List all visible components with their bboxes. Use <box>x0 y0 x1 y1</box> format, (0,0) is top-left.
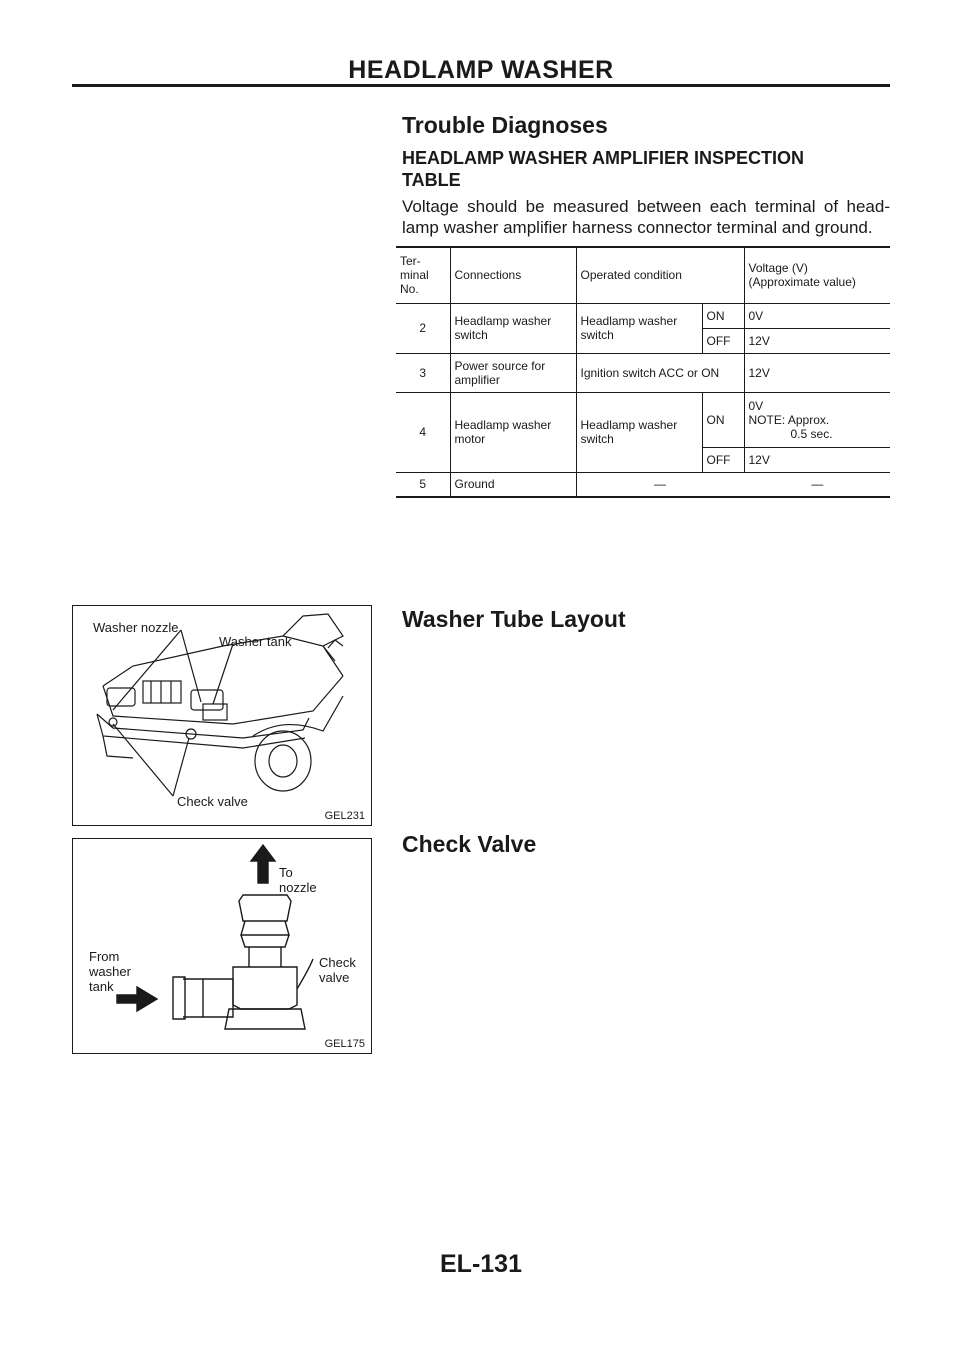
label-check-l1: Check <box>319 955 356 970</box>
operated-l1: Headlamp washer <box>580 418 678 432</box>
voltage-note-cell <box>744 392 890 447</box>
switch-state: OFF <box>702 328 744 353</box>
label-to-nozzle <box>279 865 317 895</box>
inspection-heading-line-2: TABLE <box>402 170 461 190</box>
header-terminal-no <box>396 247 450 303</box>
label-washer-nozzle: Washer nozzle <box>93 620 179 635</box>
connection-cell <box>450 303 576 353</box>
label-from-l2: washer <box>89 964 131 979</box>
connection-cell <box>450 353 576 392</box>
page-header-title: HEADLAMP WASHER <box>348 56 614 84</box>
voltage-value: 0V <box>748 398 764 413</box>
note-l1: NOTE: Approx. <box>748 412 830 427</box>
table-row <box>396 392 890 447</box>
operated-cell: — <box>576 472 744 497</box>
connection-l1: Power source for <box>454 358 546 373</box>
note-l2: 0.5 sec. <box>790 426 833 441</box>
inspection-table <box>396 246 890 498</box>
connection-cell: Ground <box>450 472 576 497</box>
terminal-no: 5 <box>396 472 450 497</box>
intro-line-2: lamp washer amplifier harness connector terminal and ground. <box>402 218 873 237</box>
operated-l1: Headlamp washer <box>580 314 678 328</box>
terminal-no: 3 <box>396 353 450 392</box>
switch-state: ON <box>702 392 744 447</box>
connection-cell <box>450 392 576 472</box>
header-voltage-l1: Voltage (V) <box>748 261 808 276</box>
table-header-row <box>396 247 890 303</box>
operated-l2: switch <box>580 328 614 342</box>
header-terminal-l3: No. <box>400 282 419 297</box>
label-from-l3: tank <box>89 979 114 994</box>
table-row <box>396 353 890 392</box>
switch-state: OFF <box>702 447 744 472</box>
switch-state: ON <box>702 303 744 328</box>
label-check-valve-detail <box>319 955 356 985</box>
figure-washer-tube-layout <box>72 605 372 826</box>
operated-cell: Ignition switch ACC or ON <box>576 353 744 392</box>
washer-tube-layout-title: Washer Tube Layout <box>402 606 626 632</box>
inspection-table-heading <box>402 147 804 191</box>
terminal-no: 2 <box>396 303 450 353</box>
header-voltage-l2: (Approximate value) <box>748 275 856 290</box>
inspection-heading-line-1: HEADLAMP WASHER AMPLIFIER INSPECTION <box>402 148 805 168</box>
label-from-washer-tank <box>89 949 131 994</box>
label-to-l2: nozzle <box>279 880 317 895</box>
operated-cell <box>576 392 702 472</box>
connection-l2: amplifier <box>454 372 500 387</box>
figure-code: GEL175 <box>324 1038 365 1050</box>
label-check-l2: valve <box>319 970 350 985</box>
label-from-l1: From <box>89 949 120 964</box>
label-check-valve: Check valve <box>177 794 248 809</box>
arrow-up-icon <box>251 845 275 883</box>
connection-l2: motor <box>454 432 486 446</box>
connection-l1: Headlamp washer <box>454 314 552 328</box>
voltage-value: 0V <box>744 303 890 328</box>
table-row <box>396 303 890 328</box>
intro-paragraph <box>402 196 890 238</box>
trouble-diagnoses-title: Trouble Diagnoses <box>402 112 608 138</box>
voltage-value: 12V <box>744 353 890 392</box>
figure-code: GEL231 <box>324 810 365 822</box>
voltage-value: 12V <box>744 328 890 353</box>
header-operated-condition: Operated condition <box>576 247 744 303</box>
table-row <box>396 472 890 497</box>
header-connections: Connections <box>450 247 576 303</box>
check-valve-illustration <box>73 839 371 1053</box>
voltage-value: 12V <box>744 447 890 472</box>
check-valve-title: Check Valve <box>402 831 537 857</box>
voltage-value: — <box>744 472 890 497</box>
header-terminal-l2: minal <box>400 268 429 283</box>
header-terminal-l1: Ter- <box>400 254 421 269</box>
label-washer-tank: Washer tank <box>219 634 292 649</box>
header-rule <box>72 84 890 87</box>
label-to-l1: To <box>279 865 293 880</box>
operated-l2: switch <box>580 432 614 446</box>
intro-line-1: Voltage should be measured between each terminal of head- <box>402 197 890 216</box>
operated-cell <box>576 303 702 353</box>
header-voltage <box>744 247 890 303</box>
connection-l2: switch <box>454 328 488 342</box>
page-number: EL-131 <box>440 1250 522 1278</box>
figure-check-valve <box>72 838 372 1054</box>
connection-l1: Headlamp washer <box>454 418 552 432</box>
terminal-no: 4 <box>396 392 450 472</box>
